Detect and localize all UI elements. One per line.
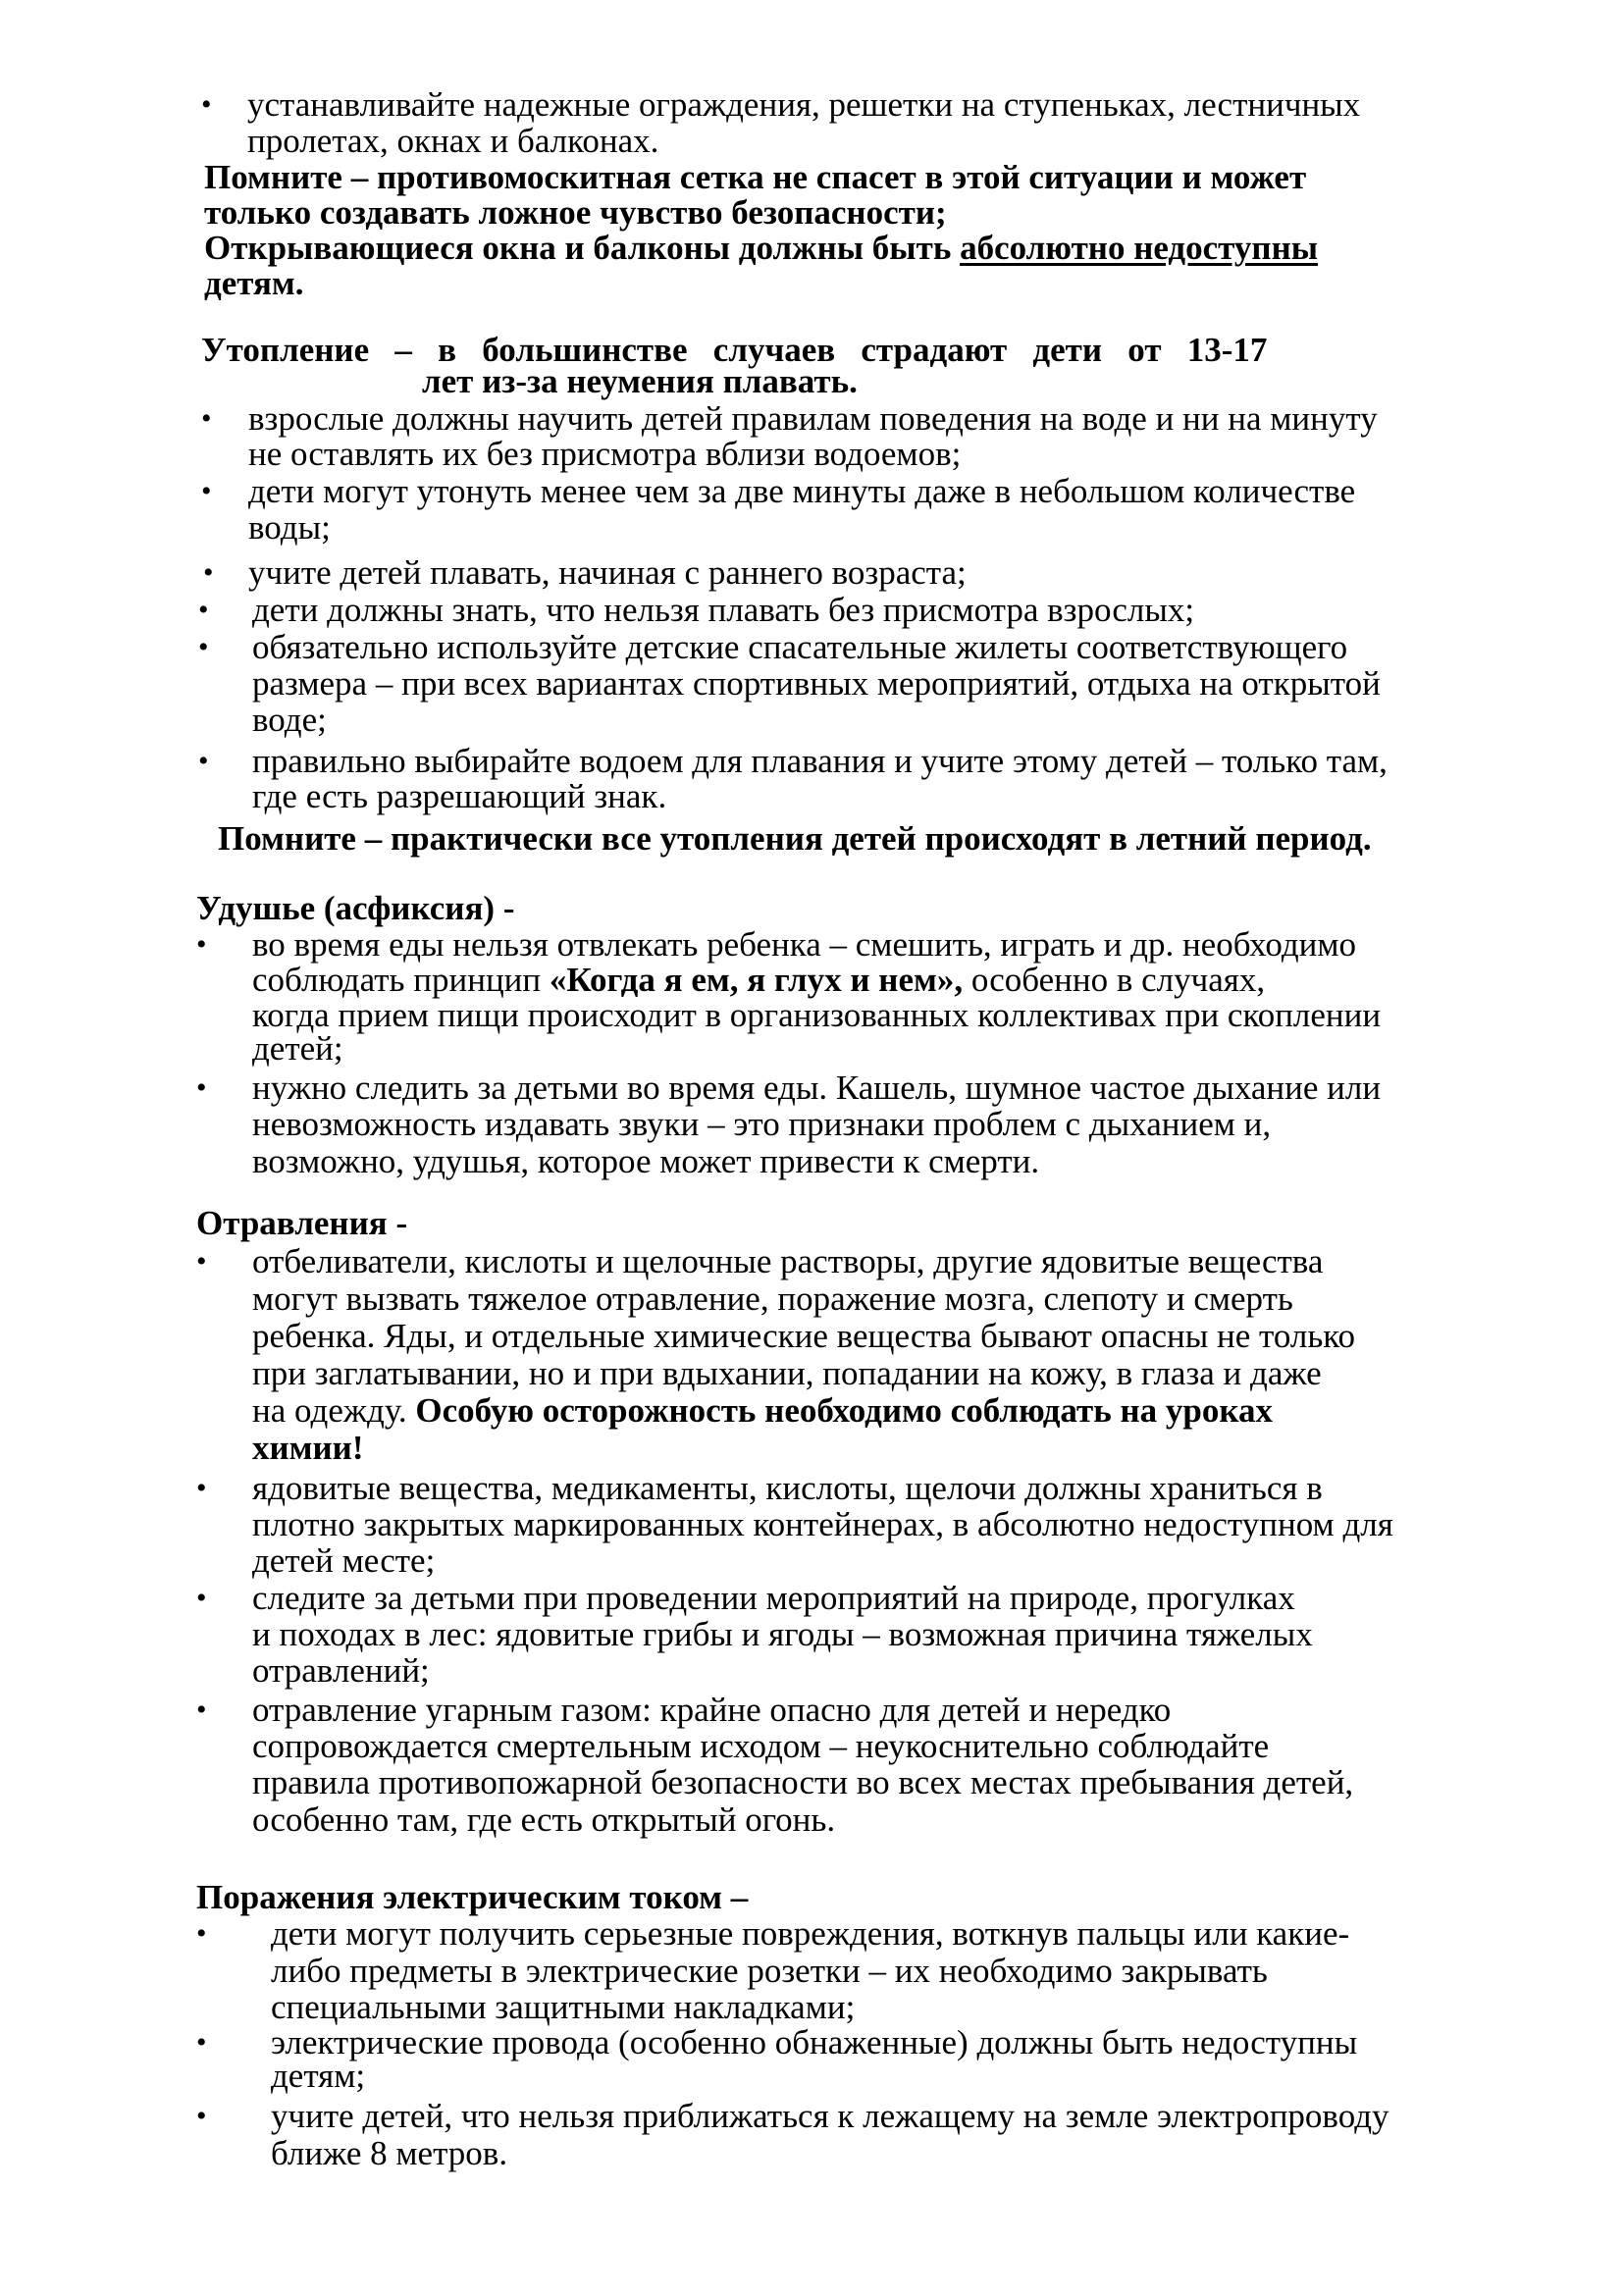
principle-quote: «Когда я ем, я глух и нем», [549, 961, 964, 999]
note-text: Помните – практически все утопления детей происходят в летний период. [218, 819, 1372, 858]
list-item-text: где есть разрешающий знак. [252, 777, 667, 815]
bullet-icon: • [196, 1071, 207, 1104]
list-item-text: могут вызвать тяжелое отравление, поражение мозга, слепоту и смерть [252, 1279, 1293, 1318]
list-item-text: ядовитые вещества, медикаменты, кислоты, щелочи должны храниться в [252, 1469, 1323, 1507]
list-item-text: обязательно используйте детские спасательные жилеты соответствующего [252, 628, 1348, 666]
list-item-text: при заглатывании, но и при вдыхании, попадании на кожу, в глаза и даже [252, 1354, 1322, 1392]
list-item-text: когда прием пищи происходит в организованных коллективах при скоплении [252, 996, 1382, 1034]
list-item-text: дети могут получить серьезные повреждения, воткнув пальцы или какие- [271, 1914, 1350, 1953]
bullet-icon: • [196, 1694, 207, 1726]
list-item-text: плотно закрытых маркированных контейнерах, в абсолютно недоступном для [252, 1505, 1393, 1543]
list-item-text: и походах в лес: ядовитые грибы и ягоды – возможная причина тяжелых [252, 1615, 1313, 1653]
bullet-icon: • [203, 556, 214, 589]
list-item-text: учите детей плавать, начиная с раннего возраста; [248, 553, 967, 592]
list-item-text: отравление угарным газом: крайне опасно для детей и нередко [252, 1691, 1172, 1729]
text-run: на одежду. [252, 1391, 416, 1430]
bullet-icon: • [196, 2026, 207, 2059]
list-item-text: воде; [252, 701, 327, 739]
list-item-text: отравлений; [252, 1651, 430, 1690]
list-item-text [252, 1392, 1273, 1430]
text-run: соблюдать принцип [252, 961, 550, 999]
section-heading-drowning-cont: лет из-за неумения плавать. [422, 362, 858, 400]
list-item-text: ближе 8 метров. [271, 2134, 508, 2172]
list-item-text: не оставлять их без присмотра вблизи водоемов; [248, 435, 962, 473]
bullet-icon: • [196, 928, 207, 961]
warning-prefix: Открывающиеся окна и балконы должны быть [204, 229, 961, 267]
emphasis-text: Особую осторожность необходимо соблюдать на уроках [415, 1391, 1273, 1430]
list-item-text: отбеливатели, кислоты и щелочные растворы, другие ядовитые вещества [252, 1242, 1324, 1280]
bullet-icon: • [198, 745, 209, 777]
list-item-text: дети могут утонуть менее чем за две минуты даже в небольшом количестве [248, 472, 1356, 510]
list-item-text: размера – при всех вариантах спортивных мероприятий, отдыха на открытой [252, 664, 1381, 703]
section-heading-electric: Поражения электрическим током – [196, 1878, 749, 1916]
list-item-text: либо предметы в электрические розетки – их необходимо закрывать [271, 1952, 1268, 1990]
list-item-text: пролетах, окнах и балконах. [247, 122, 659, 160]
section-heading-choking: Удушье (асфиксия) - [196, 889, 515, 927]
list-item-text: взрослые должны научить детей правилам поведения на воде и ни на минуту [248, 399, 1378, 438]
list-item-text: детей месте; [252, 1541, 436, 1580]
bullet-icon: • [201, 402, 212, 435]
warning-text-end: детям. [204, 264, 304, 302]
list-item-text: правильно выбирайте водоем для плавания и учите этому детей – только там, [252, 742, 1388, 780]
list-item-text: устанавливайте надежные ограждения, решетки на ступеньках, лестничных [247, 85, 1361, 124]
list-item-text: сопровождается смертельным исходом – неукоснительно соблюдайте [252, 1727, 1270, 1765]
section-heading-drowning: Утопление – в большинстве случаев страдают дети от 13-17 [201, 331, 1268, 369]
list-item-text: нужно следить за детьми во время еды. Кашель, шумное частое дыхание или [252, 1069, 1382, 1107]
list-item-text: особенно там, где есть открытый огонь. [252, 1800, 836, 1839]
list-item-text [252, 962, 1265, 999]
bullet-icon: • [196, 1472, 207, 1504]
bullet-icon: • [198, 594, 209, 626]
note-text: только создавать ложное чувство безопасности; [204, 193, 947, 232]
bullet-icon: • [196, 1582, 207, 1614]
list-item-text: следите за детьми при проведении мероприятий на природе, прогулках [252, 1579, 1295, 1617]
bullet-icon: • [196, 1917, 207, 1950]
section-heading-poisoning: Отравления - [196, 1204, 408, 1242]
bullet-icon: • [196, 1245, 207, 1278]
text-run: особенно в случаях, [963, 961, 1266, 999]
list-item-text: специальными защитными накладками; [271, 1988, 856, 2026]
bullet-icon: • [201, 475, 212, 507]
list-item-text: детям; [271, 2057, 366, 2095]
list-item-text: учите детей, что нельзя приближаться к лежащему на земле электропроводу [271, 2097, 1389, 2135]
emphasis-text: химии! [252, 1429, 364, 1467]
bullet-icon: • [198, 631, 209, 663]
list-item-text: воды; [248, 508, 331, 547]
list-item-text: возможно, удушья, которое может привести к смерти. [252, 1142, 1040, 1180]
list-item-text: во время еды нельзя отвлекать ребенка – смешить, играть и др. необходимо [252, 925, 1357, 964]
list-item-text: электрические провода (особенно обнаженные) должны быть недоступны [271, 2023, 1358, 2061]
list-item-text: дети должны знать, что нельзя плавать без присмотра взрослых; [252, 591, 1195, 629]
warning-text [204, 230, 1318, 267]
bullet-icon: • [196, 2100, 207, 2132]
bullet-icon: • [201, 88, 212, 121]
list-item-text: невозможность издавать звуки – это признаки проблем с дыханием и, [252, 1105, 1272, 1143]
warning-underlined: абсолютно недоступны [960, 229, 1319, 267]
list-item-text: ребенка. Яды, и отдельные химические вещества бывают опасны не только [252, 1317, 1356, 1355]
list-item-text: правила противопожарной безопасности во всех местах пребывания детей, [252, 1763, 1354, 1801]
note-text: Помните – противомоскитная сетка не спасет в этой ситуации и может [204, 158, 1307, 196]
list-item-text: детей; [252, 1029, 343, 1068]
